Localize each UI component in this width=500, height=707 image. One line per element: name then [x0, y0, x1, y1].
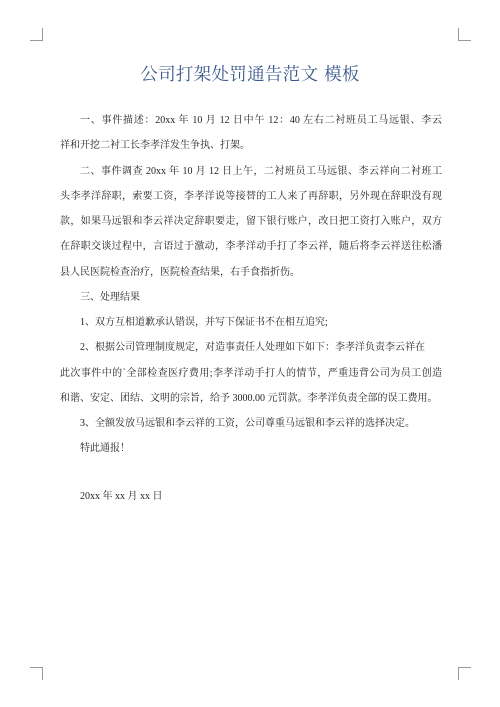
- paragraph-line: 在辞职交谈过程中，言语过于激动，李孝洋动手打了李云祥，随后将李云祥送往松潘: [60, 241, 442, 253]
- crop-mark-top-right: [458, 28, 471, 41]
- paragraph-line: 款，如果马远银和李云祥决定辞职要走，留下银行账户，改日把工资打入账户，双方: [60, 216, 442, 227]
- paragraph-line: 1、双方互相道歉承认错误，并写下保证书不在相互追究;: [80, 317, 328, 328]
- paragraph-line: 县人民医院检查治疗，医院检查结果，右手食指折伤。: [60, 266, 300, 278]
- paragraph-line: 此次事件中的`全部检查医疗费用;李孝洋动手打人的情节，严重违背公司为员工创造: [60, 367, 442, 379]
- paragraph-line: 3、全额发放马远银和李云祥的工资，公司尊重马远银和李云祥的选择决定。: [80, 418, 415, 429]
- paragraph-event-description: [60, 108, 442, 159]
- section-heading: 三、处理结果: [80, 291, 140, 303]
- document-title: 公司打架处罚通告范文 模板: [140, 65, 360, 85]
- paragraph-result-item-1: [60, 310, 442, 335]
- paragraph-closing: [60, 436, 442, 461]
- paragraph-line: 二、事件调查 20xx 年 10 月 12 日上午，二衬班员工马远银、李云祥向二衬班工: [80, 165, 442, 177]
- paragraph-line: 一、事件描述：20xx 年 10 月 12 日中午 12：40 左右二衬班员工马远银、李云: [80, 115, 442, 126]
- document-body: [60, 108, 442, 509]
- paragraph-result-item-3: [60, 411, 442, 436]
- crop-mark-bottom-left: [30, 667, 43, 680]
- paragraph-event-investigation: [60, 159, 442, 285]
- crop-mark-top-left: [30, 28, 43, 41]
- document-date: 20xx 年 xx 月 xx 日: [80, 490, 163, 502]
- paragraph-result-item-2: [60, 335, 442, 411]
- paragraph-line: 祥和开挖二衬工长李孝洋发生争执、打架。: [60, 140, 250, 152]
- paragraph-line: 2、根据公司管理制度规定，对造事责任人处理如下如下：李孝洋负责李云祥在: [80, 342, 425, 354]
- paragraph-line: 和谐、安定、团结、文明的宗旨，给予 3000.00 元罚款。李孝洋负责全部的误工费用。: [60, 392, 438, 404]
- crop-mark-bottom-right: [458, 667, 471, 680]
- paragraph-line: 头李孝洋辞职，索要工资，李孝洋说等接替的工人来了再辞职，另外现在辞职没有现: [60, 190, 442, 202]
- paragraph-result-heading: [60, 285, 442, 310]
- paragraph-line: 特此通报！: [80, 443, 130, 455]
